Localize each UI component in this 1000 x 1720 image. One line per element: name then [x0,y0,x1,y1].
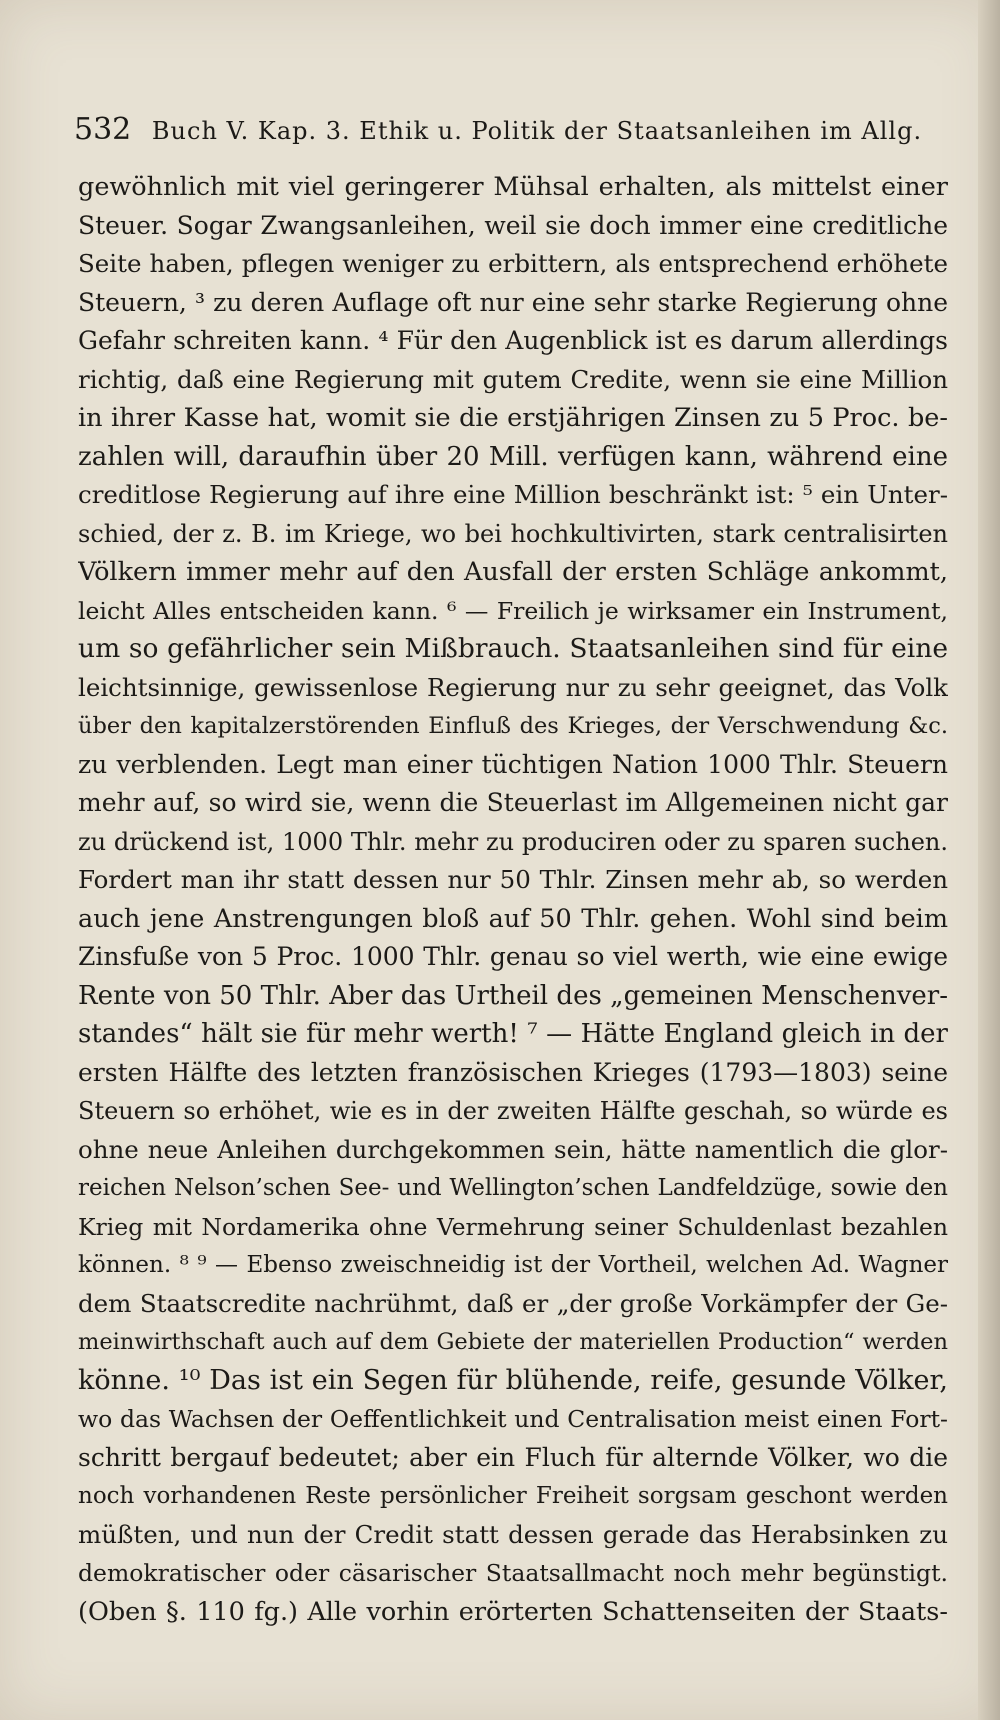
text-line: über den kapitalzerstörenden Einfluß des Krieges, der Verschwendung &c. [78,713,948,739]
text-line: leichtsinnige, gewissenlose Regierung nur zu sehr geeignet, das Volk [78,672,948,702]
text-line: standes“ hält sie für mehr werth! ⁷ — Hätte England gleich in der [78,1019,948,1049]
text-line: Fordert man ihr statt dessen nur 50 Thlr. Zinsen mehr ab, so werden [78,865,948,894]
text-line: dem Staatscredite nachrühmt, daß er „der große Vorkämpfer der Ge- [78,1288,948,1318]
text-line: (Oben §. 110 fg.) Alle vorhin erörterten Schattenseiten der Staats- [78,1596,948,1627]
text-line: Krieg mit Nordamerika ohne Vermehrung seiner Schuldenlast bezahlen [78,1212,948,1241]
text-line: Völkern immer mehr auf den Ausfall der ersten Schläge ankommt, [78,557,948,587]
text-line: Steuern, ³ zu deren Auflage oft nur eine sehr starke Regierung ohne [78,287,948,317]
text-line: zu verblenden. Legt man einer tüchtigen Nation 1000 Thlr. Steuern [78,749,948,779]
text-line: ersten Hälfte des letzten französischen Krieges (1793—1803) seine [78,1057,948,1087]
text-line: schritt bergauf bedeutet; aber ein Fluch für alternde Völker, wo die [78,1442,948,1472]
text-line: zahlen will, daraufhin über 20 Mill. verfügen kann, während eine [78,441,948,472]
text-line: in ihrer Kasse hat, womit sie die erstjährigen Zinsen zu 5 Proc. be- [78,403,948,433]
text-line: um so gefährlicher sein Mißbrauch. Staatsanleihen sind für eine [78,633,948,664]
text-line: können. ⁸ ⁹ — Ebenso zweischneidig ist der Vortheil, welchen Ad. Wagner [78,1252,948,1278]
text-line: ohne neue Anleihen durchgekommen sein, hätte namentlich die glor- [78,1134,948,1164]
text-line: Gefahr schreiten kann. ⁴ Für den Augenblick ist es darum allerdings [78,326,948,355]
text-line: Steuern so erhöhet, wie es in der zweiten Hälfte geschah, so würde es [78,1097,948,1125]
text-line: gewöhnlich mit viel geringerer Mühsal erhalten, als mittelst einer [78,172,948,202]
text-line: reichen Nelson’schen See- und Wellington’schen Landfeldzüge, sowie den [78,1175,948,1201]
text-line: schied, der z. B. im Kriege, wo bei hochkultivirten, stark centralisirten [78,519,948,548]
text-line: zu drückend ist, 1000 Thlr. mehr zu produciren oder zu sparen suchen. [78,827,948,856]
body-text [78,168,948,1631]
page-gutter-shadow [978,0,1000,1720]
running-title: Buch V. Kap. 3. Ethik u. Politik der Staatsanleihen im Allg. [151,117,923,145]
text-line: creditlose Regierung auf ihre eine Million beschränkt ist: ⁵ ein Unter- [78,480,948,509]
text-line: noch vorhandenen Reste persönlicher Freiheit sorgsam geschont werden [78,1483,948,1509]
text-line: könne. ¹⁰ Das ist ein Segen für blühende, reife, gesunde Völker, [78,1364,948,1396]
text-line: Steuer. Sogar Zwangsanleihen, weil sie doch immer eine creditliche [78,210,948,240]
text-line: leicht Alles entscheiden kann. ⁶ — Freilich je wirksamer ein Instrument, [78,596,948,625]
text-line: auch jene Anstrengungen bloß auf 50 Thlr. gehen. Wohl sind beim [78,903,948,934]
text-line: meinwirthschaft auch auf dem Gebiete der materiellen Production“ werden [78,1329,948,1355]
running-header [74,112,934,152]
text-line: wo das Wachsen der Oeffentlichkeit und Centralisation meist einen Fort- [78,1405,948,1433]
page-number: 532 [74,112,132,147]
text-line: Rente von 50 Thlr. Aber das Urtheil des „gemeinen Menschenver- [78,980,948,1011]
text-line: Zinsfuße von 5 Proc. 1000 Thlr. genau so viel werth, wie eine ewige [78,942,948,971]
text-line: müßten, und nun der Credit statt dessen gerade das Herabsinken zu [78,1519,948,1549]
text-line: richtig, daß eine Regierung mit gutem Credite, wenn sie eine Million [78,364,948,394]
text-line: demokratischer oder cäsarischer Staatsallmacht noch mehr begünstigt. [78,1559,948,1587]
text-line: mehr auf, so wird sie, wenn die Steuerlast im Allgemeinen nicht gar [78,788,948,817]
text-line: Seite haben, pflegen weniger zu erbittern, als entsprechend erhöhete [78,249,948,278]
